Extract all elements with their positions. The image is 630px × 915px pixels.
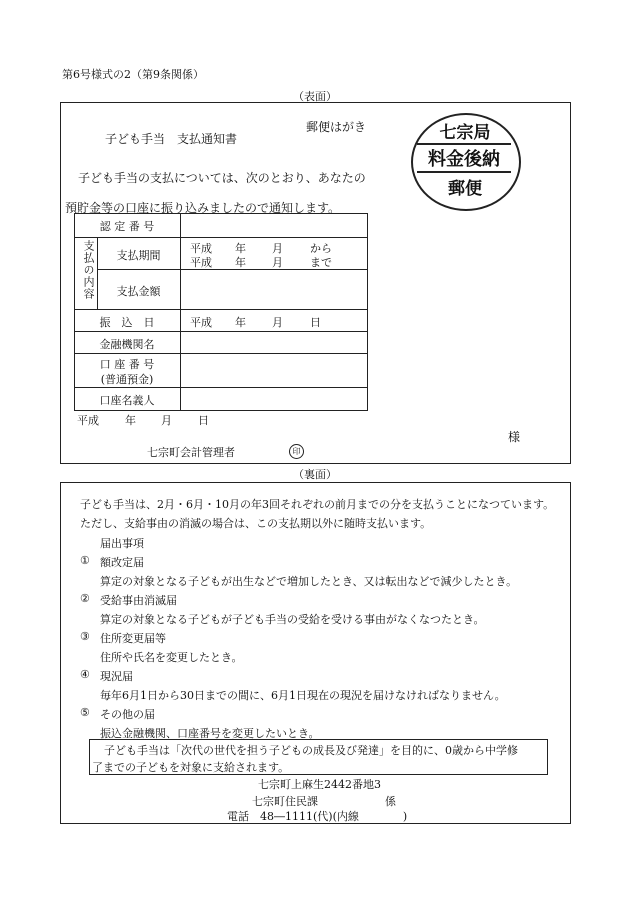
stamp-fee-deferred: 料金後納 <box>428 149 500 170</box>
notice-line-2: 預貯金等の口座に振り込みましたので通知します。 <box>65 201 341 215</box>
notice-number: ③ <box>80 630 90 643</box>
notices-heading: 届出事項 <box>100 537 144 550</box>
period-to-suffix: まで <box>310 256 332 269</box>
notice-description: 振込金融機関、口座番号を変更したいとき。 <box>100 727 320 740</box>
transfer-month: 月 <box>272 316 283 329</box>
notice-description: 算定の対象となる子どもが子ども手当の受給を受ける事由がなくなつたとき。 <box>100 613 485 626</box>
transfer-year: 年 <box>235 316 246 329</box>
stamp-office: 七宗局 <box>439 123 491 143</box>
form-number: 第6号様式の2（第9条関係） <box>62 68 204 81</box>
period-to-era: 平成 <box>190 256 212 269</box>
notice-number: ④ <box>80 668 90 681</box>
stamp-divider-bottom <box>417 171 511 173</box>
table-row-line <box>74 387 368 388</box>
payment-amount-label: 支払金額 <box>116 285 161 298</box>
account-type-label: (普通預金) <box>100 373 154 386</box>
office-address: 七宗町上麻生2442番地3 <box>258 778 381 791</box>
postcard-label: 郵便はがき <box>306 120 367 134</box>
notice-line-1: 子ども手当の支払については、次のとおり、あなたの <box>78 171 366 185</box>
notice-number: ⑤ <box>80 706 90 719</box>
payment-content-label: 支払の内容 <box>82 240 95 300</box>
purpose-line-1: 子ども手当は「次代の世代を担う子どもの成長及び発達」を目的に、0歳から中学修 <box>104 744 518 757</box>
notice-title: 現況届 <box>100 670 133 683</box>
front-side-label: （表面） <box>293 90 337 103</box>
notice-title: 住所変更届等 <box>100 632 166 645</box>
office-section-suffix: 係 <box>385 795 396 808</box>
transfer-date-label: 振 込 日 <box>99 316 155 329</box>
payment-period-label: 支払期間 <box>116 249 161 262</box>
period-to-month: 月 <box>272 256 283 269</box>
notice-number: ② <box>80 592 90 605</box>
table-row-line <box>74 331 368 332</box>
notice-title: 額改定届 <box>100 556 144 569</box>
account-holder-label: 口座名義人 <box>99 394 155 407</box>
cert-number-label: 認 定 番 号 <box>99 220 155 233</box>
office-phone: 電話 48―1111(代)(内線 ) <box>227 810 408 823</box>
notice-title: その他の届 <box>100 708 155 721</box>
seal-mark: 印 <box>289 444 304 459</box>
bank-name-label: 金融機関名 <box>99 338 155 351</box>
account-number-label: 口 座 番 号 <box>99 358 155 371</box>
notice-description: 算定の対象となる子どもが出生などで増加したとき、又は転出などで減少したとき。 <box>100 575 518 588</box>
recipient-honorific: 様 <box>508 430 521 444</box>
office-name: 七宗町住民課 <box>252 795 318 808</box>
purpose-line-2: 了までの子どもを対象に支給されます。 <box>92 761 290 774</box>
issue-era: 平成 <box>77 414 99 427</box>
payment-schedule-text: 子ども手当は、2月・6月・10月の年3回それぞれの前月までの分を支払うことになつています。 <box>80 498 555 511</box>
period-from-month: 月 <box>272 242 283 255</box>
transfer-era: 平成 <box>190 316 212 329</box>
notice-title: 受給事由消滅届 <box>100 594 177 607</box>
table-row-line <box>74 237 368 238</box>
notice-description: 住所や氏名を変更したとき。 <box>100 651 243 664</box>
table-divider-vertical <box>180 213 181 411</box>
issuer-name: 七宗町会計管理者 <box>147 446 235 459</box>
stamp-mail: 郵便 <box>448 179 482 199</box>
back-side-label: （裏面） <box>293 468 337 481</box>
issue-year: 年 <box>125 414 136 427</box>
notice-description: 毎年6月1日から30日までの間に、6月1日現在の現況を届けなければなりません。 <box>100 689 506 702</box>
period-from-year: 年 <box>235 242 246 255</box>
issue-day: 日 <box>198 414 209 427</box>
table-row-line <box>74 353 368 354</box>
notice-number: ① <box>80 554 90 567</box>
notice-title: 子ども手当 支払通知書 <box>105 132 238 146</box>
period-from-suffix: から <box>310 242 332 255</box>
extra-payment-text: ただし、支給事由の消滅の場合は、この支払期以外に随時支払います。 <box>80 517 432 530</box>
period-from-era: 平成 <box>190 242 212 255</box>
issue-month: 月 <box>161 414 172 427</box>
transfer-day: 日 <box>310 316 321 329</box>
period-to-year: 年 <box>235 256 246 269</box>
table-row-line <box>74 309 368 310</box>
